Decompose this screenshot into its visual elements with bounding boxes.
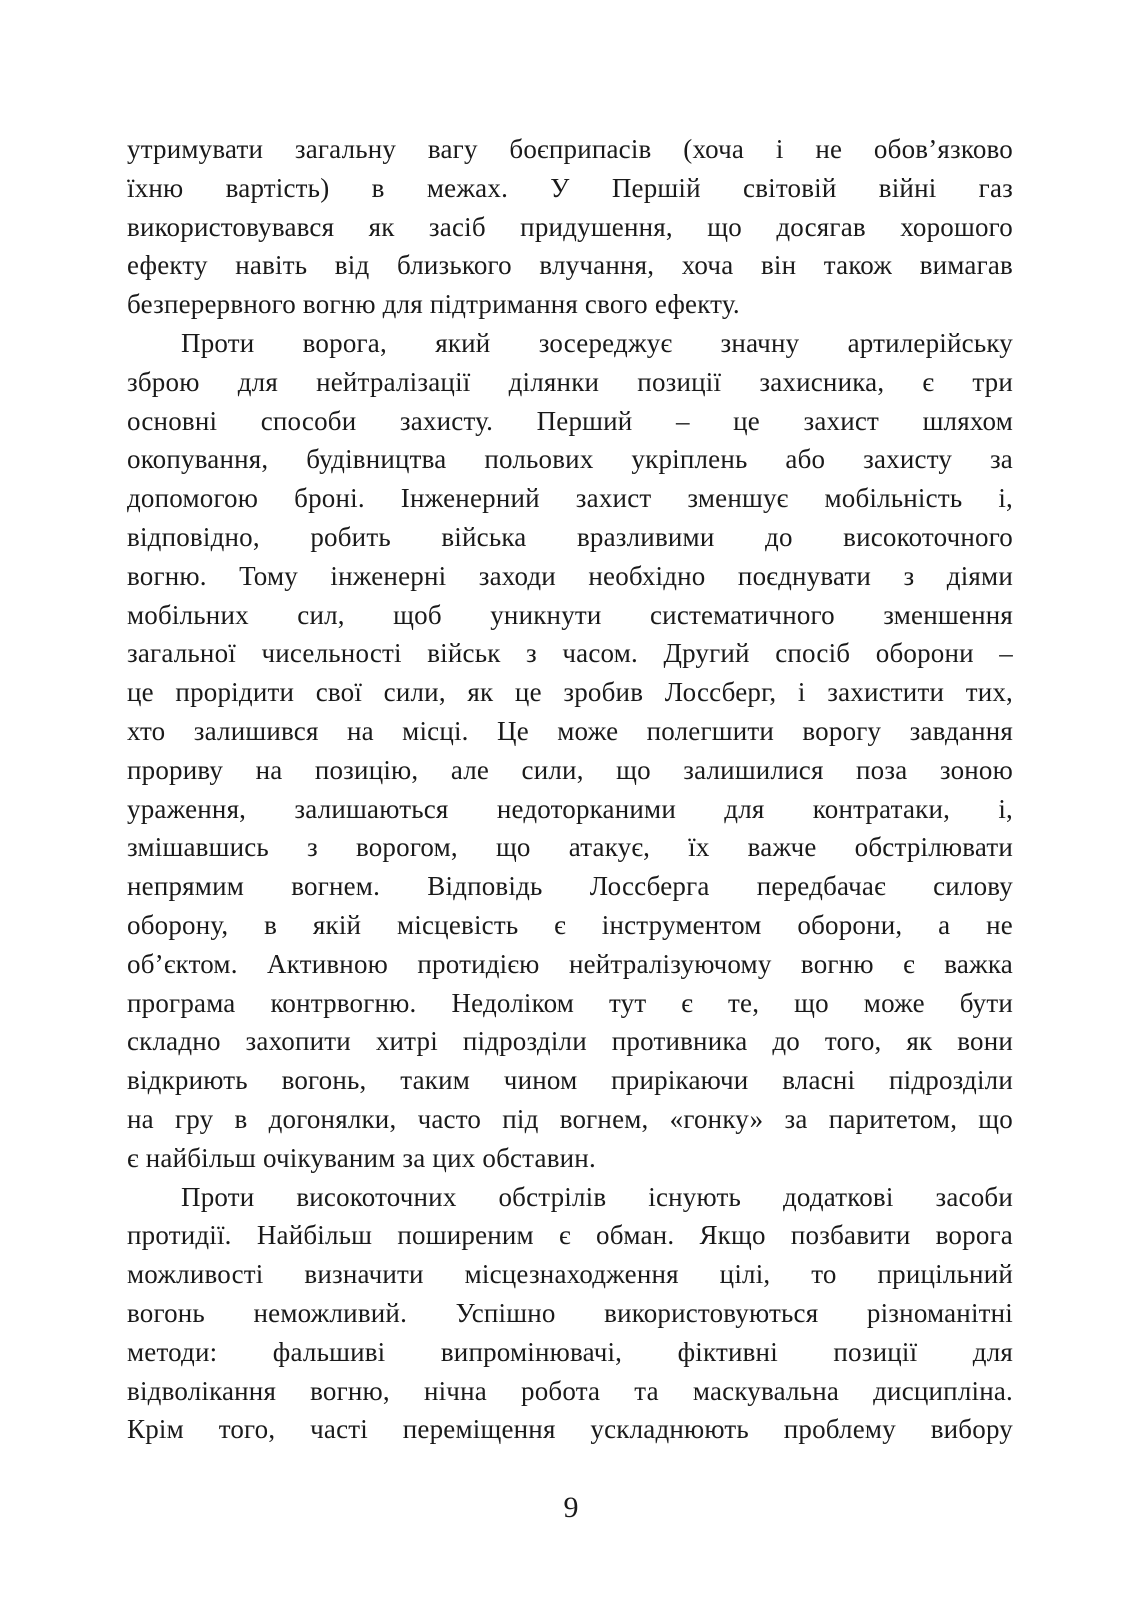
text-line: використовувався як засіб придушення, що досягав хорошого: [127, 211, 1013, 242]
text-line: зброю для нейтралізації ділянки позиції захисника, є три: [127, 366, 1013, 397]
text-line: утримувати загальну вагу боєприпасів (хоча і не обов’язково: [127, 134, 1013, 164]
text-line: Проти високоточних обстрілів існують додаткові засоби: [181, 1181, 1013, 1212]
text-line: основні способи захисту. Перший – це захист шляхом: [127, 405, 1013, 436]
text-line: вогню. Тому інженерні заходи необхідно поєднувати з діями: [127, 560, 1013, 591]
text-line: методи: фальшиві випромінювачі, фіктивні позиції для: [127, 1336, 1013, 1367]
paragraph: [127, 324, 1013, 1178]
text-line: Крім того, часті переміщення ускладнюють проблему вибору: [127, 1414, 1013, 1445]
text-line: відкриють вогонь, таким чином прирікаючи власні підрозділи: [127, 1065, 1013, 1096]
text-line: складно захопити хитрі підрозділи противника до того, як вони: [127, 1026, 1013, 1057]
text-line: на гру в догонялки, часто під вогнем, «гонку» за паритетом, що: [127, 1103, 1013, 1134]
text-line: оборону, в якій місцевість є інструментом оборони, а не: [127, 909, 1013, 940]
text-line: відповідно, робить війська вразливими до високоточного: [127, 521, 1013, 552]
text-line: є найбільш очікуваним за цих обставин.: [127, 1142, 596, 1173]
text-line: протидії. Найбільш поширеним є обман. Якщо позбавити ворога: [127, 1220, 1013, 1251]
page-footer: [0, 1490, 1142, 1526]
text-line: ефекту навіть від близького влучання, хоча він також вимагав: [127, 250, 1013, 281]
text-line: їхню вартість) в межах. У Першій світовій війні газ: [127, 172, 1013, 203]
text-line: можливості визначити місцезнаходження цілі, то прицільний: [127, 1259, 1013, 1290]
paragraph: [127, 130, 1013, 324]
text-line: безперервного вогню для підтримання свого ефекту.: [127, 289, 740, 320]
text-line: загальної чисельності військ з часом. Другий спосіб оборони –: [127, 638, 1013, 669]
text-line: Проти ворога, який зосереджує значну артилерійську: [181, 327, 1013, 358]
text-line: вогонь неможливий. Успішно використовуються різноманітні: [127, 1297, 1013, 1328]
text-line: об’єктом. Активною протидією нейтралізуючому вогню є важка: [127, 948, 1013, 979]
text-line: це прорідити свої сили, як це зробив Лоссберг, і захистити тих,: [127, 677, 1013, 708]
paragraph: [127, 1178, 1013, 1450]
text-line: непрямим вогнем. Відповідь Лоссберга передбачає силову: [127, 871, 1013, 902]
text-line: змішавшись з ворогом, що атакує, їх важче обстрілювати: [127, 832, 1013, 863]
text-line: ураження, залишаються недоторканими для контратаки, і,: [127, 793, 1013, 824]
page-number: 9: [563, 1491, 579, 1524]
text-line: хто залишився на місці. Це може полегшити ворогу завдання: [127, 715, 1013, 746]
text-line: допомогою броні. Інженерний захист зменшує мобільність і,: [127, 483, 1013, 514]
text-line: мобільних сил, щоб уникнути систематичного зменшення: [127, 599, 1013, 630]
text-line: програма контрвогню. Недоліком тут є те, що може бути: [127, 987, 1013, 1018]
text-line: відволікання вогню, нічна робота та маскувальна дисципліна.: [127, 1375, 1013, 1406]
text-line: окопування, будівництва польових укріплень або захисту за: [127, 444, 1013, 475]
body-text: [127, 130, 1013, 1449]
text-line: прориву на позицію, але сили, що залишилися поза зоною: [127, 754, 1013, 785]
